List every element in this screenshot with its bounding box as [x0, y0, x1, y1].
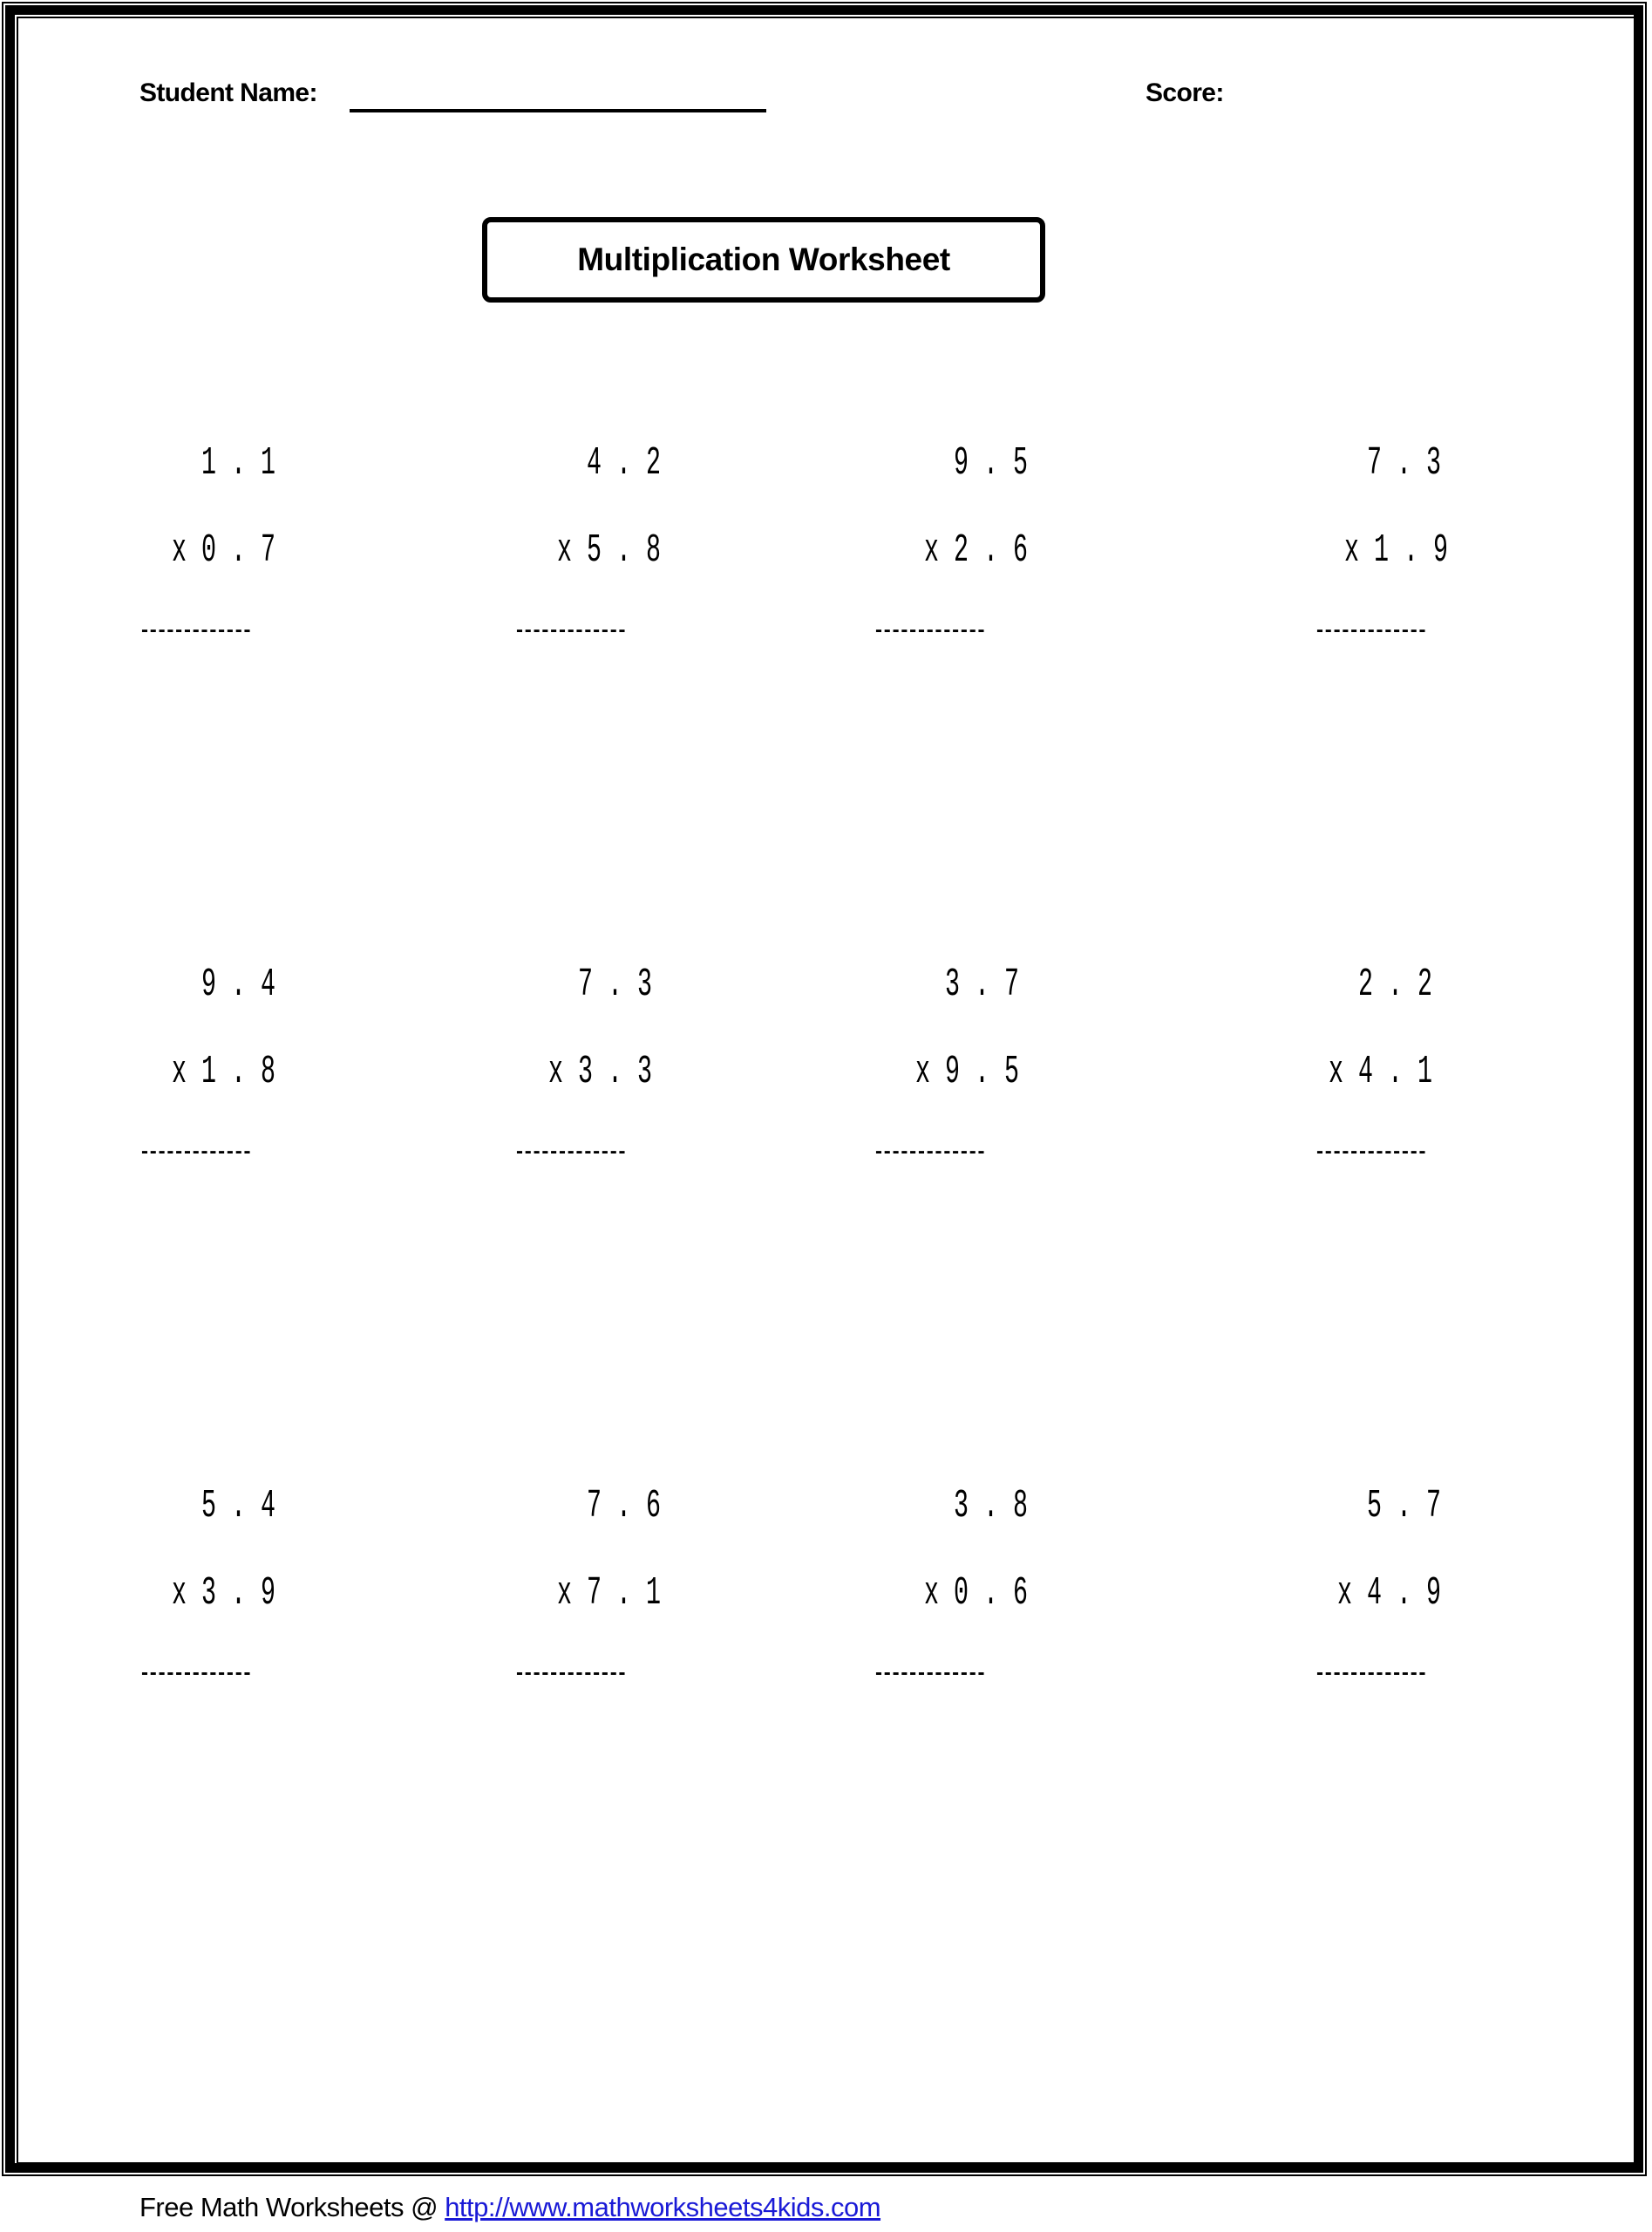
problem-12	[1214, 1484, 1441, 1696]
problem-multiplier: x 3 . 9	[171, 1571, 275, 1616]
student-name-field[interactable]	[350, 109, 766, 112]
problem-top-number: 7 . 3	[1366, 441, 1441, 486]
problem-5	[49, 965, 275, 1174]
answer-line[interactable]: -------------	[875, 1661, 987, 1684]
problem-9	[49, 1484, 275, 1696]
problem-10	[434, 1484, 661, 1696]
problem-top-number: 3 . 8	[953, 1484, 1028, 1528]
problem-top-number: 3 . 7	[944, 963, 1019, 1007]
problem-top-number: 5 . 7	[1366, 1484, 1441, 1528]
answer-line[interactable]: -------------	[1316, 618, 1428, 642]
footer-text: Free Math Worksheets @	[139, 2192, 445, 2222]
problem-top-number: 9 . 5	[953, 441, 1028, 486]
problem-top-number: 7 . 6	[586, 1484, 661, 1528]
worksheet-title: Multiplication Worksheet	[577, 242, 950, 277]
problem-top-number: 5 . 4	[201, 1484, 275, 1528]
answer-line[interactable]: -------------	[516, 1661, 628, 1684]
answer-line[interactable]: -------------	[141, 1661, 253, 1684]
student-name-label: Student Name:	[139, 78, 317, 107]
score-label: Score:	[1146, 78, 1224, 107]
problem-multiplier: x 2 . 6	[923, 528, 1028, 573]
problem-2	[434, 441, 661, 653]
problem-top-number: 7 . 3	[577, 963, 652, 1007]
answer-line[interactable]: -------------	[516, 618, 628, 642]
problem-top-number: 1 . 1	[201, 441, 275, 486]
problem-top-number: 9 . 4	[201, 963, 275, 1007]
problem-multiplier: x 4 . 9	[1336, 1571, 1441, 1616]
answer-line[interactable]: -------------	[516, 1140, 628, 1163]
problem-8	[1206, 965, 1432, 1174]
answer-line[interactable]: -------------	[875, 1140, 987, 1163]
answer-line[interactable]: -------------	[875, 618, 987, 642]
problem-multiplier: x 4 . 1	[1328, 1050, 1432, 1094]
problem-top-number: 2 . 2	[1357, 963, 1432, 1007]
problem-multiplier: x 9 . 5	[914, 1050, 1019, 1094]
problem-11	[801, 1484, 1028, 1696]
problem-multiplier: x 0 . 7	[171, 528, 275, 573]
problem-multiplier: x 7 . 1	[556, 1571, 661, 1616]
footer-link[interactable]: http://www.mathworksheets4kids.com	[445, 2192, 881, 2222]
footer	[139, 2192, 880, 2223]
problem-multiplier: x 1 . 8	[171, 1050, 275, 1094]
problem-multiplier: x 0 . 6	[923, 1571, 1028, 1616]
problem-7	[792, 965, 1019, 1174]
problem-multiplier: x 5 . 8	[556, 528, 661, 573]
worksheet-title-box	[482, 217, 1045, 303]
answer-line[interactable]: -------------	[1316, 1140, 1428, 1163]
problem-multiplier: x 1 . 9	[1343, 528, 1448, 573]
problem-6	[425, 965, 652, 1174]
answer-line[interactable]: -------------	[141, 1140, 253, 1163]
problem-1	[49, 441, 275, 653]
problem-multiplier: x 3 . 3	[547, 1050, 652, 1094]
answer-line[interactable]: -------------	[1316, 1661, 1428, 1684]
answer-line[interactable]: -------------	[141, 618, 253, 642]
problem-top-number: 4 . 2	[586, 441, 661, 486]
problem-4	[1221, 441, 1448, 653]
problem-3	[801, 441, 1028, 653]
